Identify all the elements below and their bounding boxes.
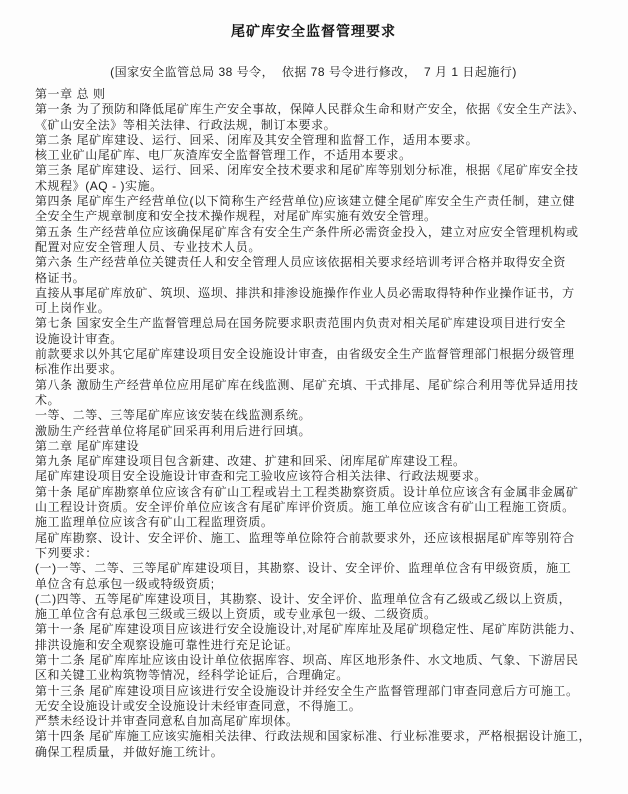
document-line: 第六条 生产经营单位关键责任人和安全管理人员应该依据相关要求经培训考评合格并取得安全资: [35, 255, 566, 270]
document-line: 确保工程质量，并做好施工统计。: [35, 744, 224, 759]
document-line: 区和关键工业构筑物等情况，经科学论证后，合理确定。: [35, 668, 349, 683]
document-subtitle: (国家安全监管总局 38 号令， 依据 78 号令进行修改， 7 月 1 日起施行): [110, 65, 517, 79]
document-line: 第四条 尾矿库生产经营单位(以下简称生产经营单位)应该建立健全尾矿库安全生产责任制，建立健: [35, 194, 576, 209]
document-line: 第七条 国家安全生产监督管理总局在国务院要求职责范围内负责对相关尾矿库建设项目进行安全: [35, 316, 566, 331]
document-line: 第五条 生产经营单位应该确保尾矿库含有安全生产条件所必需资金投入，建立对应安全管理机构或: [35, 224, 579, 239]
document-line: 直接从事尾矿库放矿、筑坝、巡坝、排洪和排渗设施操作作业人员必需取得特种作业操作证书，方: [35, 285, 575, 300]
document-line: 全安全生产规章制度和安全技术操作规程，对尾矿库实施有效安全管理。: [35, 209, 437, 224]
document-line: 设施设计审查。: [35, 331, 123, 346]
document-line: 第十三条 尾矿库建设项目应该进行安全设施设计并经安全生产监督管理部门审查同意后方可施工。: [35, 683, 579, 698]
document-line: 下列要求：: [35, 545, 98, 560]
document-line: 激励生产经营单位将尾矿回采再利用后进行回填。: [35, 423, 312, 438]
document-line: 第十一条 尾矿库建设项目应该进行安全设施设计,对尾矿库库址及尾矿坝稳定性、尾矿库防洪能力、: [35, 622, 583, 637]
document-line: 配置对应安全管理人员、专业技术人员。: [35, 239, 261, 254]
document-line: (二)四等、五等尾矿库建设项目，其勘察、设计、安全评价、监理单位含有乙级或乙级以上资质，: [35, 591, 572, 606]
document-line: 第三条 尾矿库建设、运行、回采、闭库安全技术要求和尾矿库等别划分标准，根据《尾矿库安全技: [35, 163, 579, 178]
document-line: 无安全设施设计或安全设施设计未经审查同意，不得施工。: [35, 698, 362, 713]
document-line: 《矿山安全法》等相关法律、行政法规，制订本要求。: [35, 117, 337, 132]
document-line: 第十二条 尾矿库库址应该由设计单位依据库容、坝高、库区地形条件、水文地质、气象、下游居民: [35, 652, 579, 667]
document-line: 术。: [35, 392, 61, 407]
document-line: 术规程》(AQ - )实施。: [35, 178, 163, 193]
document-line: 严禁未经设计并审查同意私自加高尾矿库坝体。: [35, 714, 299, 729]
document-line: 第一章 总 则: [35, 87, 106, 101]
document-line: 尾矿库勘察、设计、安全评价、施工、监理等单位除符合前款要求外，还应该根据尾矿库等别符合: [35, 530, 575, 545]
document-line: 一等、二等、三等尾矿库应该安装在线监测系统。: [35, 408, 312, 423]
document-line: 第二条 尾矿库建设、运行、回采、闭库及其安全管理和监督工作，适用本要求。: [35, 132, 479, 147]
document-line: 第十条 尾矿库勘察单位应该含有矿山工程或岩土工程类勘察资质。设计单位应该含有金属非金属矿: [35, 484, 579, 499]
document-line: 第十四条 尾矿库施工应该实施相关法律、行政法规和国家标准、行业标准要求，严格根据设计施工，: [35, 729, 592, 744]
document-line: 山工程设计资质。安全评价单位应该含有尾矿库评价资质。施工单位应该含有矿山工程施工资质。: [35, 500, 575, 515]
document-line: 前款要求以外其它尾矿库建设项目安全设施设计审查，由省级安全生产监督管理部门根据分级管理: [35, 347, 575, 362]
document-line: 标准作出要求。: [35, 362, 123, 377]
document-line: 第九条 尾矿库建设项目包含新建、改建、扩建和回采、闭库尾矿库建设工程。: [35, 454, 466, 469]
document-line: 排洪设施和安全观察设施可靠性进行充足论证。: [35, 637, 299, 652]
document-line: 尾矿库建设项目安全设施设计审查和完工验收应该符合相关法律、行政法规要求。: [35, 469, 487, 484]
document-line: 单位含有总承包一级或特级资质;: [35, 576, 215, 591]
document-body: [35, 87, 592, 760]
document-line: 可上岗作业。: [35, 301, 111, 316]
document-line: 第一条 为了预防和降低尾矿库生产安全事故，保障人民群众生命和财产安全，依据《安全生产法》、: [35, 102, 586, 117]
document-line: 核工业矿山尾矿库、电厂灰渣库安全监督管理工作，不适用本要求。: [35, 148, 412, 163]
document-line: 第八条 激励生产经营单位应用尾矿库在线监测、尾矿充填、干式排尾、尾矿综合利用等优异适用技: [35, 377, 579, 392]
document-line: (一)一等、二等、三等尾矿库建设项目，其勘察、设计、安全评价、监理单位含有甲级资质，施工: [35, 561, 572, 576]
document-line: 施工监理单位应该含有矿山工程监理资质。: [35, 515, 274, 530]
document-line: 施工单位含有总承包三级或三级以上资质，或专业承包一级、二级资质。: [35, 607, 437, 622]
document-title: 尾矿库安全监督管理要求: [231, 23, 396, 39]
document-line: 格证书。: [35, 270, 86, 285]
document-line: 第二章 尾矿库建设: [35, 438, 140, 453]
